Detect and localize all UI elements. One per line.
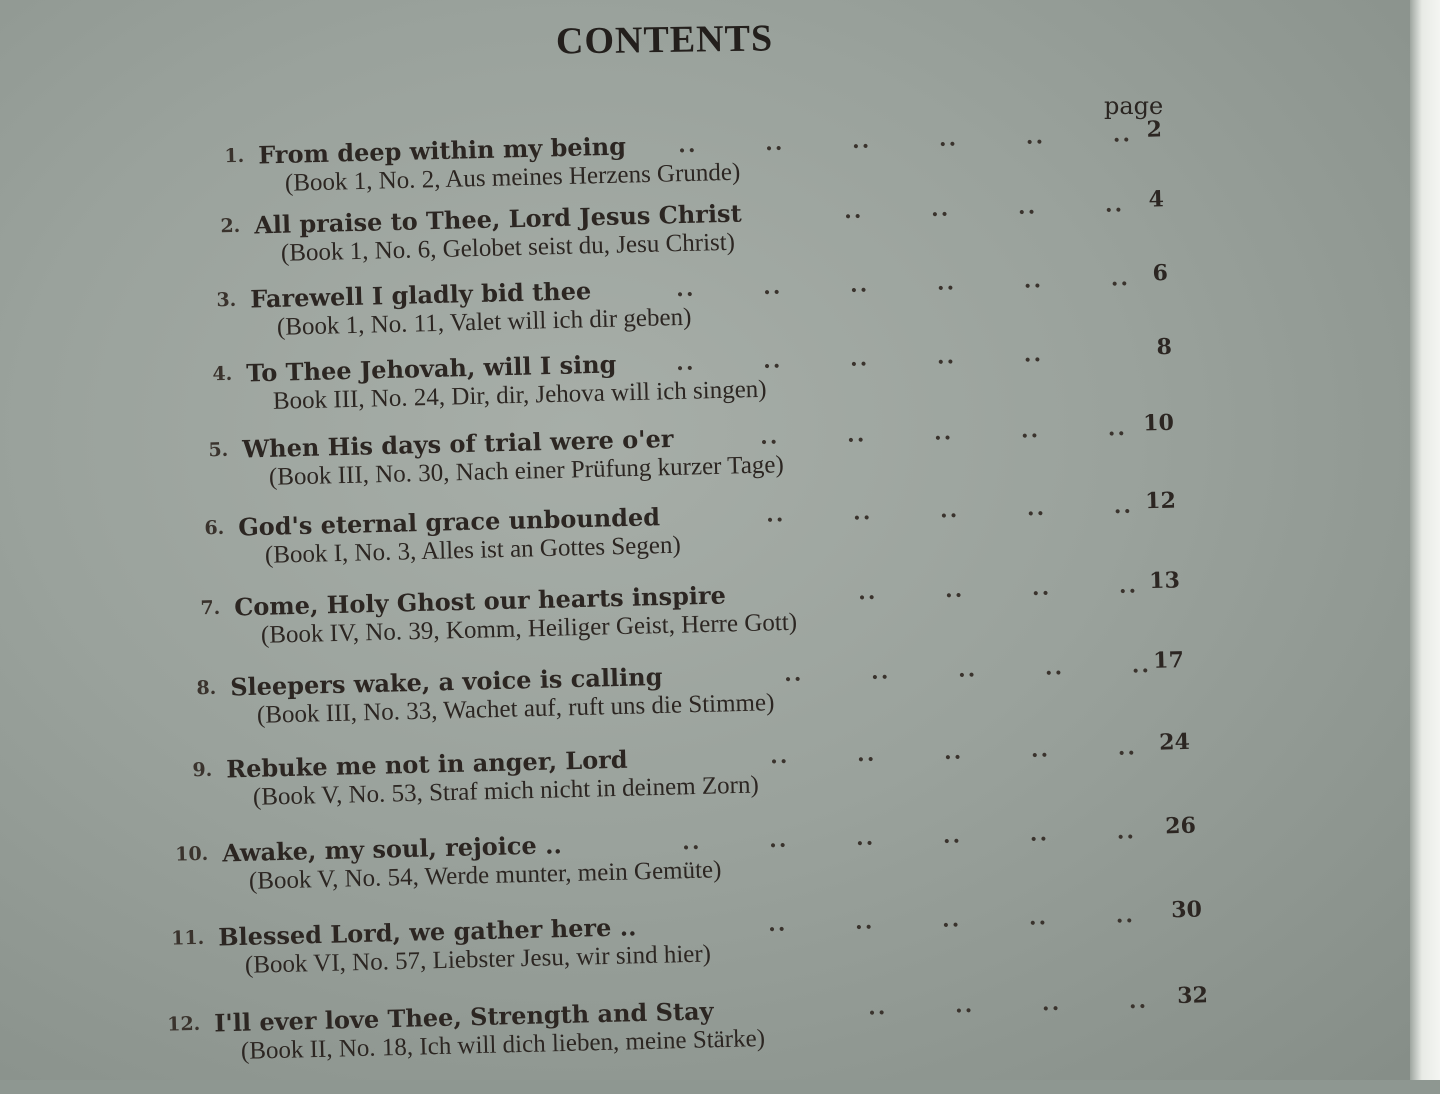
leader-dots: .. .. .. .. .. ..: [675, 264, 1131, 303]
entry-number: 8.: [196, 676, 217, 700]
page-edge: [1410, 0, 1440, 1080]
entry-source: (Book VI, No. 57, Liebster Jesu, wir sind hier): [244, 940, 712, 979]
entry-page: 17: [1152, 647, 1185, 674]
leader-dots: .. .. .. .. ..: [783, 651, 1152, 687]
entry-page: 2: [1146, 116, 1163, 143]
entry-title: Farewell I gladly bid thee: [249, 276, 592, 314]
entry-number: 4.: [212, 362, 233, 386]
entry-title: To Thee Jehovah, will I sing: [245, 349, 617, 388]
leader-dots: .. .. .. .. .. ..: [677, 121, 1133, 159]
entry-source: (Book 1, No. 6, Gelobet seist du, Jesu Christ): [280, 228, 736, 267]
entry-source: (Book V, No. 54, Werde munter, mein Gemüte): [248, 856, 722, 895]
entry-page: 4: [1148, 186, 1165, 213]
entry-number: 10.: [174, 842, 209, 866]
entry-source: (Book 1, No. 2, Aus meines Herzens Grunde): [284, 158, 741, 197]
entry-source: (Book V, No. 53, Straf mich nicht in deinem Zorn): [252, 771, 760, 811]
page-column-label: page: [1104, 92, 1164, 120]
leader-dots: .. .. .. ..: [843, 191, 1125, 225]
entry-title: Awake, my soul, rejoice ..: [221, 830, 563, 868]
entry-number: 1.: [224, 144, 245, 168]
entry-title: God's eternal grace unbounded: [237, 502, 661, 542]
entry-title: Blessed Lord, we gather here ..: [217, 912, 637, 952]
entry-page: 32: [1176, 982, 1209, 1009]
entry-title: When His days of trial were o'er: [241, 423, 674, 464]
page-title: CONTENTS: [555, 17, 774, 63]
entry-source: (Book I, No. 3, Alles ist an Gottes Segen): [264, 531, 682, 569]
leader-dots: .. .. .. .. ..: [769, 734, 1138, 770]
entry-source: (Book II, No. 18, Ich will dich lieben, meine Stärke): [240, 1025, 766, 1065]
leader-dots: .. .. .. .. ..: [765, 492, 1134, 528]
leader-dots: .. .. .. .. ..: [759, 414, 1128, 450]
entry-page: 10: [1142, 409, 1175, 437]
entry-number: 9.: [192, 758, 213, 782]
entry-source: (Book III, No. 33, Wachet auf, ruft uns die Stimme): [256, 689, 775, 729]
entry-page: 12: [1144, 487, 1177, 515]
leader-dots: .. .. .. .. ..: [767, 902, 1136, 938]
entry-number: 12.: [166, 1012, 201, 1036]
entry-number: 6.: [204, 516, 225, 540]
entry-number: 3.: [216, 288, 237, 312]
entry-number: 7.: [200, 596, 221, 620]
entry-title: Come, Holy Ghost our hearts inspire: [233, 580, 727, 622]
entry-source: Book III, No. 24, Dir, dir, Jehova will ich singen): [272, 375, 767, 415]
entry-number: 5.: [208, 438, 229, 462]
leader-dots: .. .. .. ..: [867, 987, 1149, 1021]
leader-dots: .. .. .. .. .. ..: [681, 818, 1137, 856]
entry-title: Sleepers wake, a voice is calling: [229, 661, 663, 702]
entry-title: Rebuke me not in anger, Lord: [225, 744, 628, 784]
entry-source: (Book 1, No. 11, Valet will ich dir geben): [276, 303, 692, 341]
entry-title: All praise to Thee, Lord Jesus Christ: [253, 198, 742, 240]
entry-page: 30: [1170, 896, 1203, 924]
entry-source: (Book IV, No. 39, Komm, Heiliger Geist, Herre Gott): [260, 608, 798, 649]
entry-number: 2.: [220, 214, 241, 238]
entry-page: 26: [1164, 812, 1197, 840]
entry-page: 8: [1156, 333, 1173, 361]
entry-title: From deep within my being: [257, 131, 627, 170]
entry-page: 24: [1158, 728, 1191, 756]
list-item: [152, 982, 1209, 1094]
entry-title: I'll ever love Thee, Strength and Stay: [213, 996, 714, 1038]
entry-page: 13: [1148, 567, 1181, 595]
entry-page: 6: [1152, 260, 1169, 287]
leader-dots: .. .. .. .. ..: [675, 341, 1044, 376]
entry-source: (Book III, No. 30, Nach einer Prüfung kurzer Tage): [268, 451, 785, 491]
entry-number: 11.: [170, 926, 205, 950]
leader-dots: .. .. .. ..: [857, 572, 1139, 606]
